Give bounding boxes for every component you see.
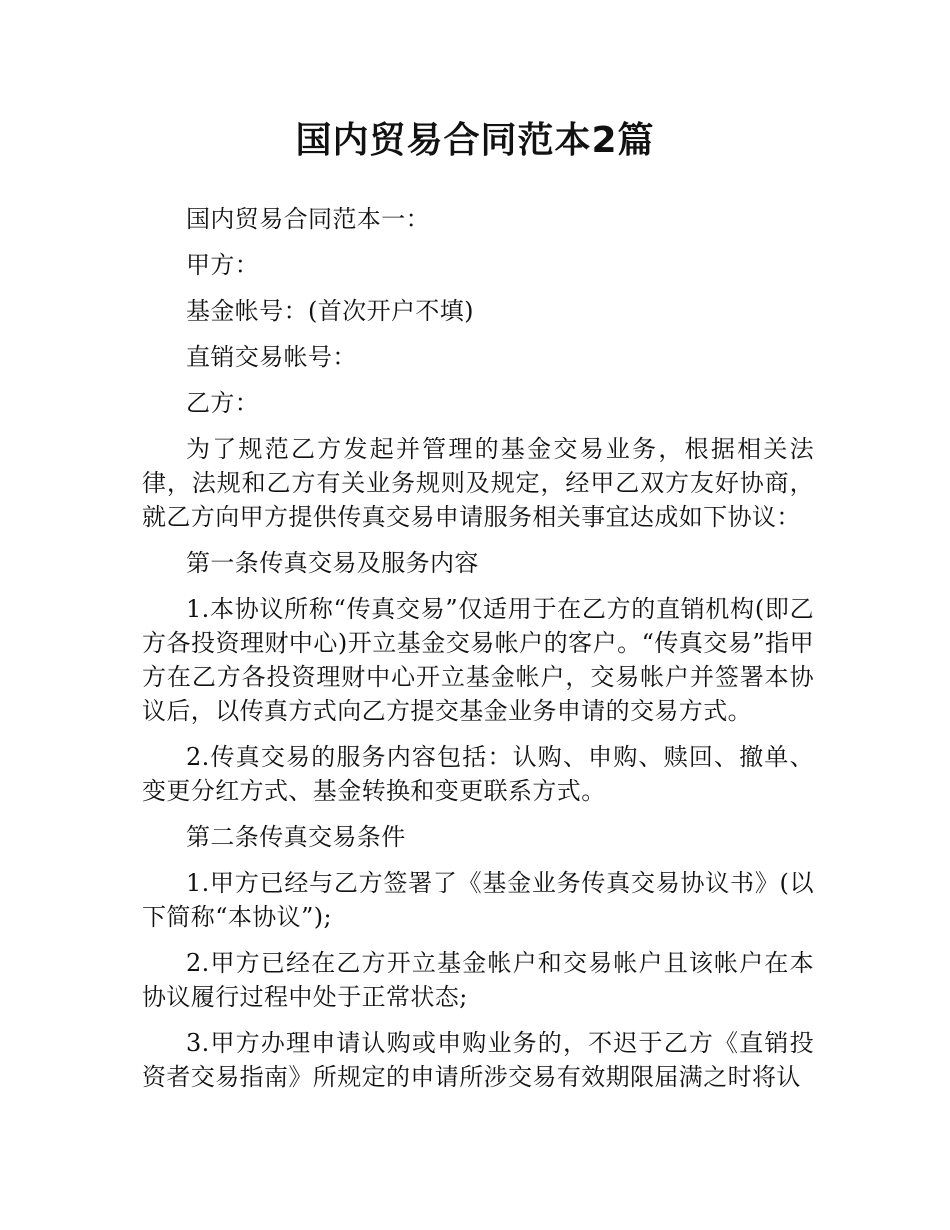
paragraph-fund-account: 基金帐号：(首次开户不填) xyxy=(186,297,474,325)
paragraph-article-one-item-1: 1.本协议所称“传真交易”仅适用于在乙方的直销机构(即乙方各投资理财中心)开立基金交易帐户的客户。“传真交易”指甲方在乙方各投资理财中心开立基金帐户，交易帐户并签署本协议后，以传真方式向乙方提交基金业务申请的交易方式。 xyxy=(142,595,814,725)
paragraph-article-two-item-1: 1.甲方已经与乙方签署了《基金业务传真交易协议书》(以下简称“本协议”); xyxy=(142,869,814,931)
paragraph-article-one-heading: 第一条传真交易及服务内容 xyxy=(186,549,479,577)
document-title: 国内贸易合同范本2篇 xyxy=(295,120,655,161)
paragraph-party-a: 甲方： xyxy=(186,251,260,279)
paragraph-article-one-item-2: 2.传真交易的服务内容包括：认购、申购、赎回、撤单、变更分红方式、基金转换和变更联系方式。 xyxy=(142,743,814,805)
paragraph-article-two-item-3: 3.甲方办理申请认购或申购业务的，不迟于乙方《直销投资者交易指南》所规定的申请所涉交易有效期限届满之时将认 xyxy=(142,1029,814,1091)
paragraph-preamble: 为了规范乙方发起并管理的基金交易业务，根据相关法律，法规和乙方有关业务规则及规定，经甲乙双方友好协商，就乙方向甲方提供传真交易申请服务相关事宜达成如下协议： xyxy=(142,435,814,531)
paragraph-contract-heading: 国内贸易合同范本一： xyxy=(186,205,430,233)
paragraph-direct-account: 直销交易帐号： xyxy=(186,343,357,371)
document-body xyxy=(142,202,814,1106)
paragraph-article-two-heading: 第二条传真交易条件 xyxy=(186,823,406,851)
paragraph-article-two-item-2: 2.甲方已经在乙方开立基金帐户和交易帐户且该帐户在本协议履行过程中处于正常状态; xyxy=(142,949,814,1011)
paragraph-party-b: 乙方： xyxy=(186,389,260,417)
